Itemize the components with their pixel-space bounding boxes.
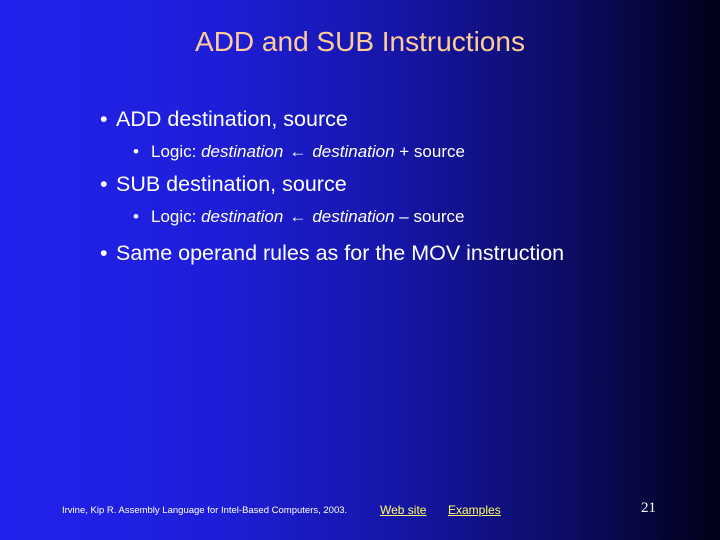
logic-op: + source (394, 142, 465, 161)
bullet-dot: • (100, 172, 108, 196)
web-site-link[interactable]: Web site (380, 503, 427, 517)
left-arrow-icon: ← (289, 207, 307, 226)
bullet-dot: • (133, 207, 139, 226)
bullet-add (100, 107, 348, 132)
bullet-text: ADD destination, source (116, 107, 348, 131)
slide-title: ADD and SUB Instructions (195, 26, 525, 57)
footer-citation: Irvine, Kip R. Assembly Language for Intel-Based Computers, 2003. (62, 505, 348, 516)
page-number: 21 (641, 500, 656, 516)
bullet-dot: • (133, 142, 139, 161)
sub-bullet-add-logic (133, 142, 465, 162)
logic-rhs: destination (312, 142, 395, 161)
bullet-operand-rules (100, 241, 564, 266)
bullet-dot: • (100, 107, 108, 131)
examples-link[interactable]: Examples (448, 503, 501, 517)
bullet-sub (100, 172, 347, 197)
bullet-text: Same operand rules as for the MOV instruction (116, 241, 565, 265)
bullet-dot: • (100, 241, 108, 265)
logic-lhs: destination (201, 142, 284, 161)
left-arrow-icon: ← (289, 142, 307, 161)
logic-op: – source (394, 207, 465, 226)
logic-prefix: Logic: (151, 207, 202, 226)
bullet-text: SUB destination, source (116, 172, 347, 196)
logic-prefix: Logic: (151, 142, 202, 161)
logic-lhs: destination (201, 207, 284, 226)
sub-bullet-sub-logic (133, 207, 465, 227)
logic-rhs: destination (312, 207, 395, 226)
